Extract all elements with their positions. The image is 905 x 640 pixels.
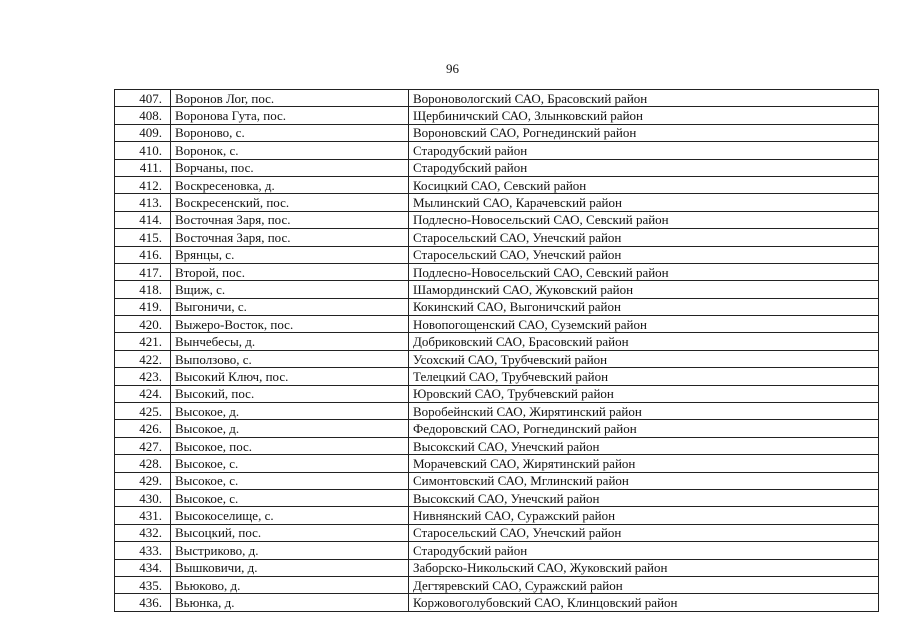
table-row (115, 159, 879, 176)
settlement-name: Воскресенский, пос. (171, 194, 409, 211)
table-row (115, 594, 879, 611)
settlement-name: Вьюково, д. (171, 576, 409, 593)
row-number: 418. (115, 281, 171, 298)
table-body (115, 90, 879, 612)
administrative-district: Коржовоголубовский САО, Клинцовский район (409, 594, 879, 611)
administrative-district: Старосельский САО, Унечский район (409, 524, 879, 541)
table-row (115, 316, 879, 333)
row-number: 407. (115, 90, 171, 107)
row-number: 421. (115, 333, 171, 350)
row-number: 411. (115, 159, 171, 176)
settlement-name: Воронок, с. (171, 142, 409, 159)
table-row (115, 559, 879, 576)
table-row (115, 507, 879, 524)
table-row (115, 576, 879, 593)
administrative-district: Подлесно-Новосельский САО, Севский район (409, 263, 879, 280)
row-number: 431. (115, 507, 171, 524)
row-number: 422. (115, 350, 171, 367)
table-row (115, 437, 879, 454)
administrative-district: Вороновский САО, Рогнединский район (409, 124, 879, 141)
administrative-district: Заборско-Никольский САО, Жуковский район (409, 559, 879, 576)
table-row (115, 368, 879, 385)
administrative-district: Вороновологский САО, Брасовский район (409, 90, 879, 107)
table-row (115, 420, 879, 437)
table-row (115, 489, 879, 506)
row-number: 435. (115, 576, 171, 593)
administrative-district: Щербиничский САО, Злынковский район (409, 107, 879, 124)
page-number: 96 (446, 61, 459, 76)
row-number: 434. (115, 559, 171, 576)
administrative-district: Высокский САО, Унечский район (409, 489, 879, 506)
administrative-district: Косицкий САО, Севский район (409, 176, 879, 193)
settlement-name: Высокое, с. (171, 455, 409, 472)
table-row (115, 524, 879, 541)
row-number: 436. (115, 594, 171, 611)
settlement-name: Вышковичи, д. (171, 559, 409, 576)
settlement-name: Вщиж, с. (171, 281, 409, 298)
settlement-name: Высокий Ключ, пос. (171, 368, 409, 385)
settlement-name: Вороново, с. (171, 124, 409, 141)
row-number: 428. (115, 455, 171, 472)
row-number: 409. (115, 124, 171, 141)
administrative-district: Кокинский САО, Выгоничский район (409, 298, 879, 315)
table-row (115, 385, 879, 402)
administrative-district: Подлесно-Новосельский САО, Севский район (409, 211, 879, 228)
settlement-name: Воскресеновка, д. (171, 176, 409, 193)
settlements-table (114, 89, 879, 612)
administrative-district: Добриковский САО, Брасовский район (409, 333, 879, 350)
table-row (115, 229, 879, 246)
administrative-district: Федоровский САО, Рогнединский район (409, 420, 879, 437)
table-row (115, 281, 879, 298)
settlement-name: Выстриково, д. (171, 542, 409, 559)
table-row (115, 455, 879, 472)
settlement-name: Врянцы, с. (171, 246, 409, 263)
settlement-name: Высокий, пос. (171, 385, 409, 402)
settlement-name: Выползово, с. (171, 350, 409, 367)
row-number: 427. (115, 437, 171, 454)
administrative-district: Старосельский САО, Унечский район (409, 246, 879, 263)
table-row (115, 263, 879, 280)
administrative-district: Юровский САО, Трубчевский район (409, 385, 879, 402)
settlement-name: Воронов Лог, пос. (171, 90, 409, 107)
row-number: 410. (115, 142, 171, 159)
row-number: 432. (115, 524, 171, 541)
settlement-name: Высокоселище, с. (171, 507, 409, 524)
row-number: 412. (115, 176, 171, 193)
administrative-district: Высокский САО, Унечский район (409, 437, 879, 454)
settlement-name: Высокое, с. (171, 489, 409, 506)
table-row (115, 90, 879, 107)
row-number: 417. (115, 263, 171, 280)
row-number: 419. (115, 298, 171, 315)
row-number: 426. (115, 420, 171, 437)
table-row (115, 194, 879, 211)
row-number: 430. (115, 489, 171, 506)
table-row (115, 211, 879, 228)
settlement-name: Ворчаны, пос. (171, 159, 409, 176)
table-row (115, 124, 879, 141)
administrative-district: Мылинский САО, Карачевский район (409, 194, 879, 211)
row-number: 424. (115, 385, 171, 402)
administrative-district: Симонтовский САО, Мглинский район (409, 472, 879, 489)
table-row (115, 472, 879, 489)
settlement-name: Высокое, д. (171, 420, 409, 437)
administrative-district: Новопогощенский САО, Суземский район (409, 316, 879, 333)
table-row (115, 176, 879, 193)
row-number: 414. (115, 211, 171, 228)
row-number: 423. (115, 368, 171, 385)
settlement-name: Второй, пос. (171, 263, 409, 280)
table-row (115, 350, 879, 367)
administrative-district: Телецкий САО, Трубчевский район (409, 368, 879, 385)
row-number: 429. (115, 472, 171, 489)
administrative-district: Дегтяревский САО, Суражский район (409, 576, 879, 593)
table-row (115, 298, 879, 315)
administrative-district: Стародубский район (409, 542, 879, 559)
settlement-name: Высокое, с. (171, 472, 409, 489)
administrative-district: Старосельский САО, Унечский район (409, 229, 879, 246)
settlement-name: Высокое, д. (171, 403, 409, 420)
row-number: 416. (115, 246, 171, 263)
table-row (115, 107, 879, 124)
settlement-name: Восточная Заря, пос. (171, 229, 409, 246)
row-number: 415. (115, 229, 171, 246)
administrative-district: Стародубский район (409, 142, 879, 159)
row-number: 420. (115, 316, 171, 333)
row-number: 413. (115, 194, 171, 211)
settlement-name: Восточная Заря, пос. (171, 211, 409, 228)
row-number: 425. (115, 403, 171, 420)
settlement-name: Вынчебесы, д. (171, 333, 409, 350)
table-row (115, 403, 879, 420)
administrative-district: Морачевский САО, Жирятинский район (409, 455, 879, 472)
table-row (115, 333, 879, 350)
row-number: 433. (115, 542, 171, 559)
table-row (115, 142, 879, 159)
administrative-district: Нивнянский САО, Суражский район (409, 507, 879, 524)
settlement-name: Воронова Гута, пос. (171, 107, 409, 124)
settlement-name: Высоцкий, пос. (171, 524, 409, 541)
administrative-district: Воробейнский САО, Жирятинский район (409, 403, 879, 420)
administrative-district: Шамординский САО, Жуковский район (409, 281, 879, 298)
administrative-district: Стародубский район (409, 159, 879, 176)
settlement-name: Выгоничи, с. (171, 298, 409, 315)
settlement-name: Выжеро-Восток, пос. (171, 316, 409, 333)
settlement-name: Высокое, пос. (171, 437, 409, 454)
settlement-name: Вьюнка, д. (171, 594, 409, 611)
table-row (115, 542, 879, 559)
administrative-district: Усохский САО, Трубчевский район (409, 350, 879, 367)
table-row (115, 246, 879, 263)
row-number: 408. (115, 107, 171, 124)
